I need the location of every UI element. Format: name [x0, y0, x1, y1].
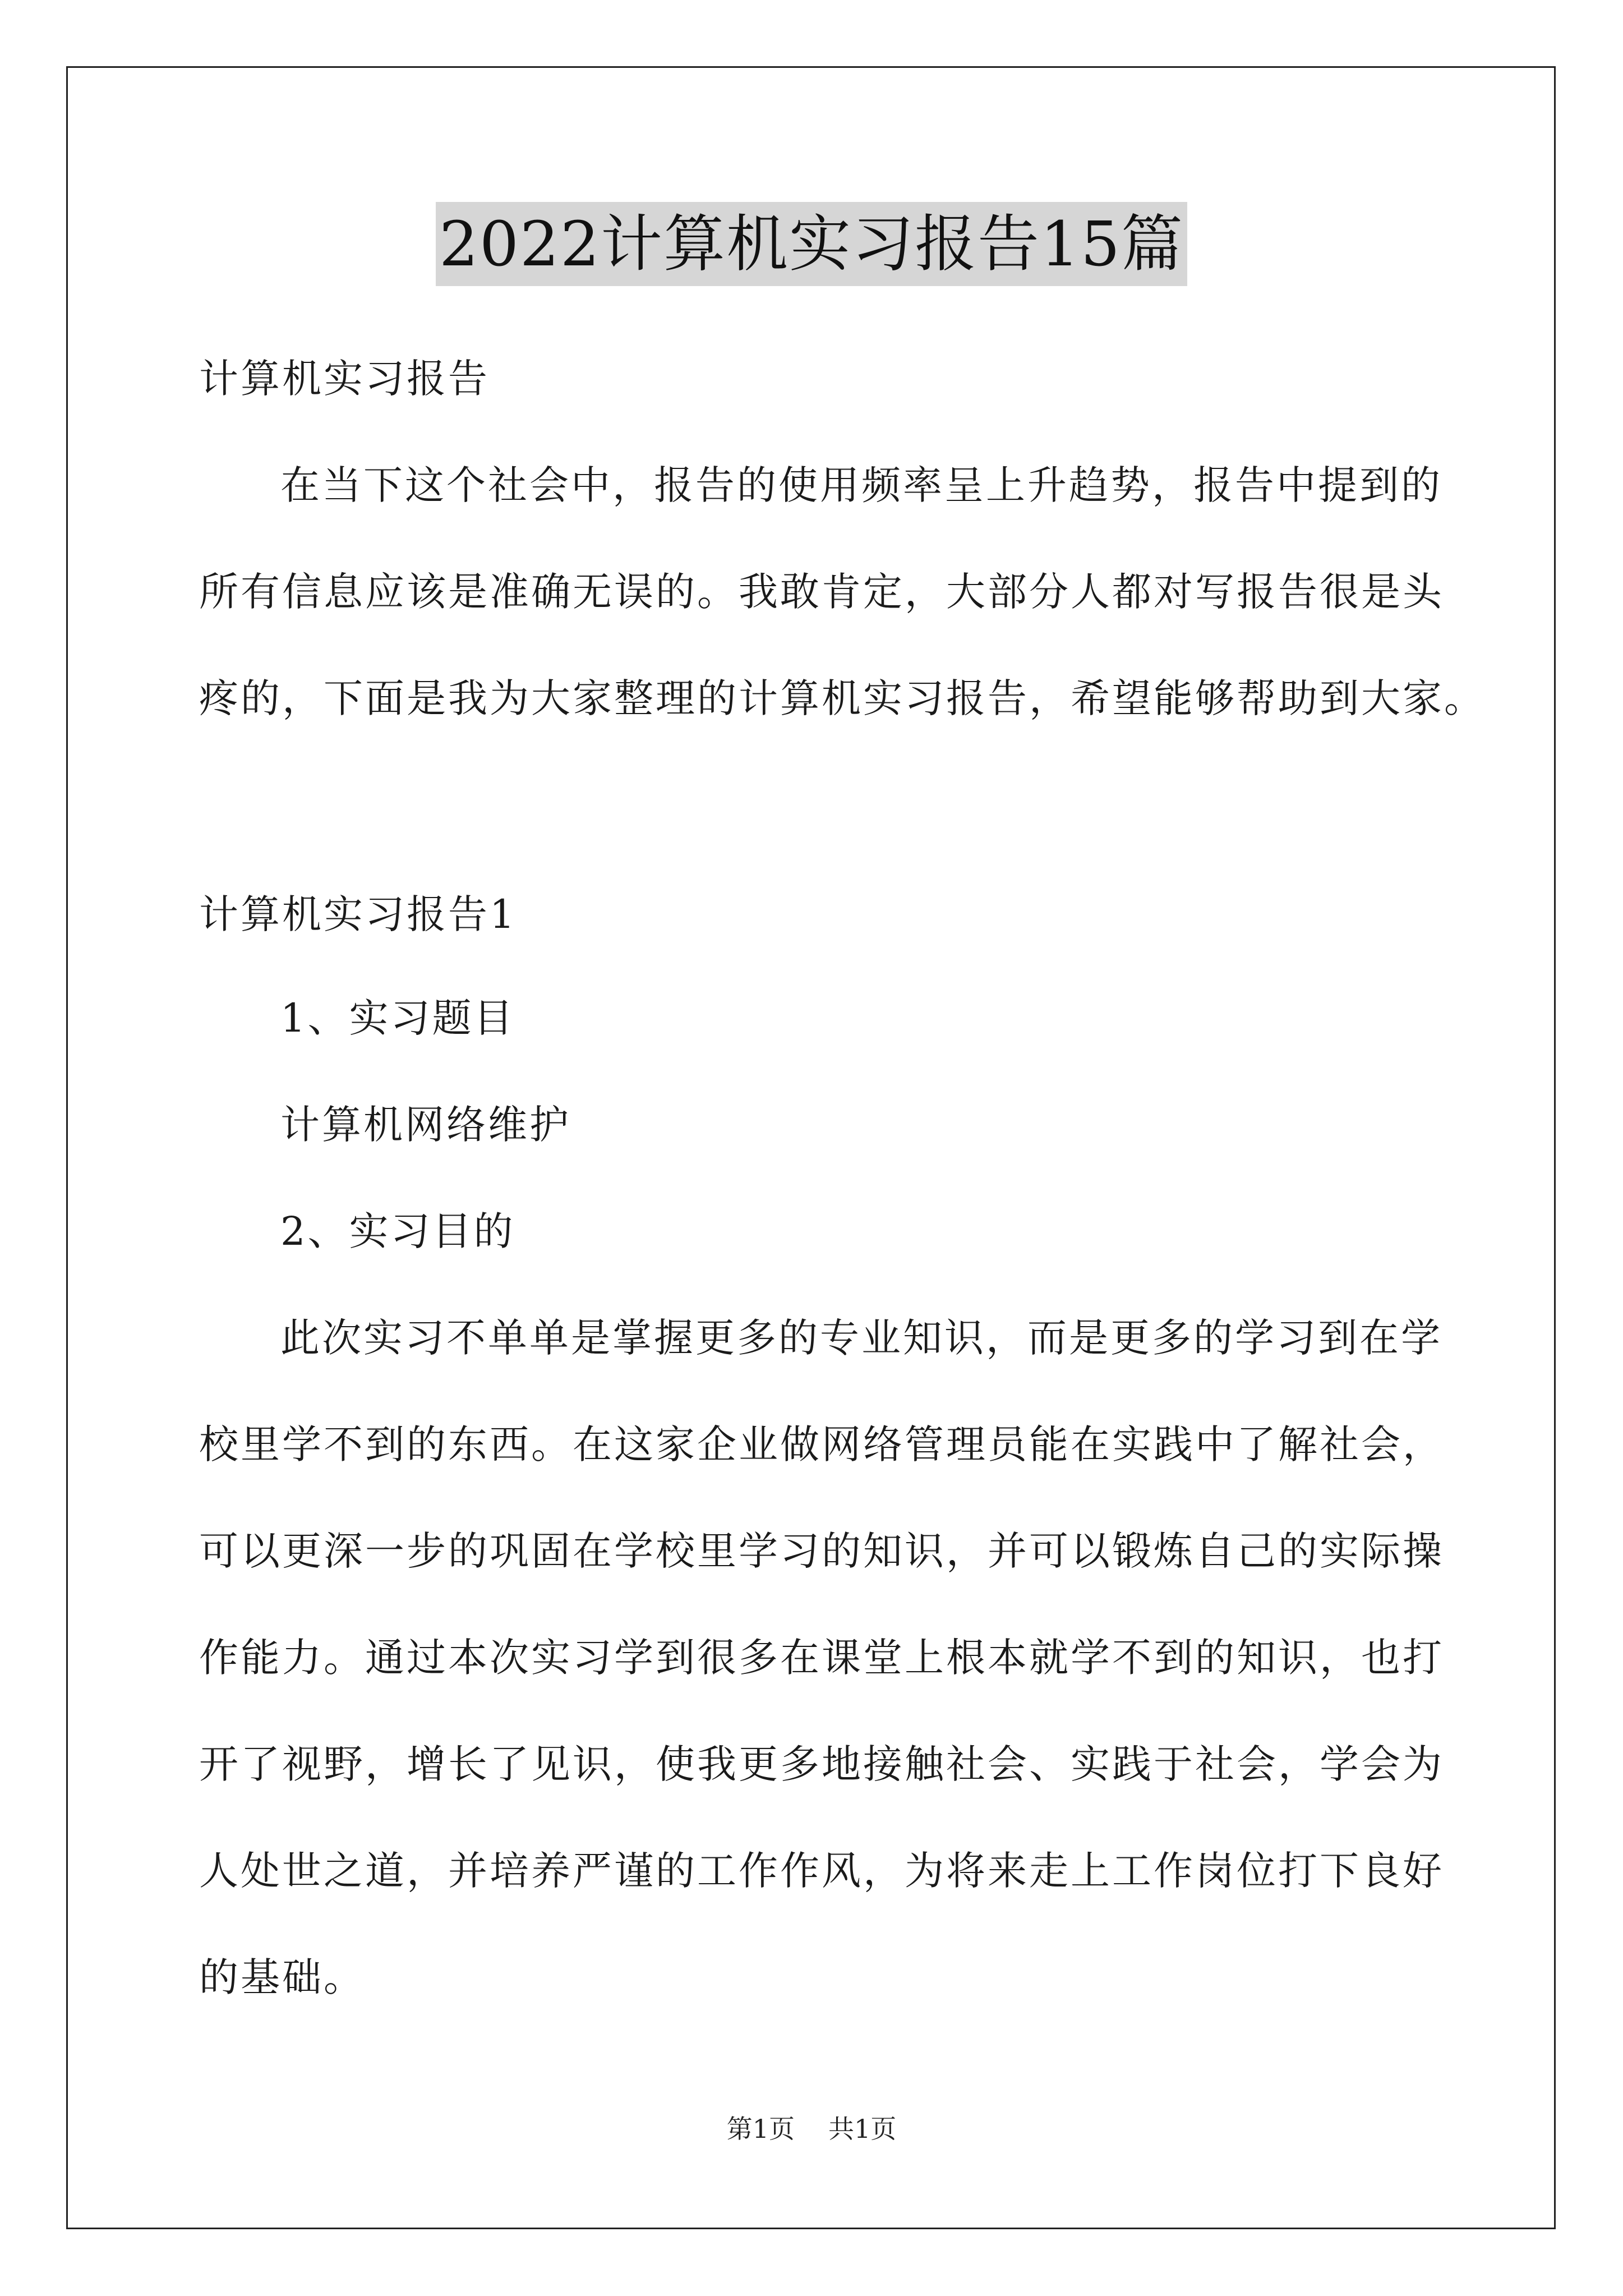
paragraph-line: 此次实习不单单是掌握更多的专业知识，而是更多的学习到在学 [280, 1315, 1442, 1361]
paragraph-line: 人处世之道，并培养严谨的工作作风，为将来走上工作岗位打下良好 [199, 1848, 1444, 1894]
paragraph-line: 的基础。 [199, 1954, 365, 2000]
paragraph-line: 可以更深一步的巩固在学校里学习的知识，并可以锻炼自己的实际操 [199, 1528, 1444, 1574]
item-heading: 1、实习题目 [280, 995, 515, 1041]
page-number: 第1页 [726, 2114, 795, 2144]
item-heading: 2、实习目的 [280, 1208, 515, 1254]
paragraph-line: 疼的，下面是我为大家整理的计算机实习报告，希望能够帮助到大家。 [199, 675, 1486, 721]
paragraph-line: 计算机网络维护 [280, 1102, 571, 1148]
paragraph-line: 开了视野，增长了见识，使我更多地接触社会、实践于社会，学会为 [199, 1741, 1444, 1787]
document-title: 2022计算机实习报告15篇 [436, 202, 1187, 286]
paragraph-line: 在当下这个社会中，报告的使用频率呈上升趋势，报告中提到的 [280, 462, 1442, 508]
section-heading: 计算机实习报告 [199, 356, 490, 402]
page-footer [0, 2112, 1623, 2146]
title-area [0, 202, 1623, 286]
paragraph-line: 所有信息应该是准确无误的。我敢肯定，大部分人都对写报告很是头 [199, 569, 1444, 615]
paragraph-line: 校里学不到的东西。在这家企业做网络管理员能在实践中了解社会， [199, 1421, 1444, 1467]
paragraph-line: 作能力。通过本次实习学到很多在课堂上根本就学不到的知识，也打 [199, 1635, 1444, 1681]
page-total: 共1页 [828, 2114, 897, 2144]
section-heading: 计算机实习报告1 [199, 891, 517, 937]
